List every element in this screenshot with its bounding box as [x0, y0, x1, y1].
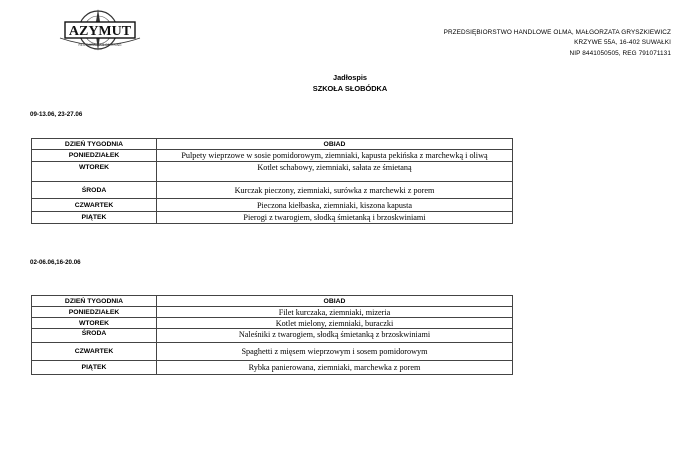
- meal-cell: Pulpety wieprzowe w sosie pomidorowym, ziemniaki, kapusta pekińska z marchewką i oliwą: [157, 150, 513, 162]
- day-cell: CZWARTEK: [32, 199, 157, 212]
- day-cell: PONIEDZIAŁEK: [32, 150, 157, 162]
- company-info: [371, 28, 671, 59]
- table-row: [32, 162, 513, 182]
- logo-wordmark: AZYMUT: [68, 24, 132, 39]
- company-name: PRZEDSIĘBIORSTWO HANDLOWE OLMA, MAŁGORZATA GRYSZKIEWICZ: [443, 29, 671, 36]
- table-header-row: [32, 296, 513, 307]
- meal-cell: Filet kurczaka, ziemniaki, mizeria: [157, 307, 513, 318]
- header-meal: OBIAD: [157, 139, 513, 150]
- table-row: [32, 150, 513, 162]
- day-cell: WTOREK: [32, 318, 157, 329]
- azymut-logo: [55, 8, 145, 56]
- section-1-dates: 09-13.06, 23-27.06: [30, 111, 83, 118]
- day-cell: CZWARTEK: [32, 343, 157, 361]
- header-day: DZIEŃ TYGODNIA: [32, 296, 157, 307]
- menu-table-2: [31, 295, 513, 375]
- document-title: Jadłospis: [332, 73, 368, 82]
- table-row: [32, 307, 513, 318]
- table-row: [32, 182, 513, 199]
- day-cell: ŚRODA: [32, 329, 157, 343]
- meal-cell: Kurczak pieczony, ziemniaki, surówka z marchewki z porem: [157, 182, 513, 199]
- document-title-block: [0, 72, 700, 94]
- meal-cell: Kotlet mielony, ziemniaki, buraczki: [157, 318, 513, 329]
- day-cell: PIĄTEK: [32, 212, 157, 224]
- table-header-row: [32, 139, 513, 150]
- header-day: DZIEŃ TYGODNIA: [32, 139, 157, 150]
- day-cell: ŚRODA: [32, 182, 157, 199]
- table-row: [32, 361, 513, 375]
- section-2-dates: 02-06.06,16-20.06: [30, 259, 81, 266]
- header-meal: OBIAD: [157, 296, 513, 307]
- document-subtitle: SZKOŁA SŁOBÓDKA: [312, 84, 388, 93]
- meal-cell: Pieczona kiełbaska, ziemniaki, kiszona kapusta: [157, 199, 513, 212]
- meal-cell: Rybka panierowana, ziemniaki, marchewka z porem: [157, 361, 513, 375]
- meal-cell: Kotlet schabowy, ziemniaki, sałata ze śmietaną: [157, 162, 513, 182]
- table-row: [32, 199, 513, 212]
- meal-cell: Pierogi z twarogiem, słodką śmietanką i brzoskwiniami: [157, 212, 513, 224]
- day-cell: PONIEDZIAŁEK: [32, 307, 157, 318]
- table-row: [32, 212, 513, 224]
- logo-tagline: RESTAURACJA & CATERING: [78, 43, 122, 47]
- menu-table-1: [31, 138, 513, 224]
- meal-cell: Spaghetti z mięsem wieprzowym i sosem pomidorowym: [157, 343, 513, 361]
- day-cell: WTOREK: [32, 162, 157, 182]
- day-cell: PIĄTEK: [32, 361, 157, 375]
- company-registration: NIP 8441050505, REG 791071131: [569, 49, 671, 57]
- company-address: KRZYWE 55A, 16-402 SUWAŁKI: [574, 39, 671, 47]
- table-row: [32, 343, 513, 361]
- table-row: [32, 329, 513, 343]
- meal-cell: Naleśniki z twarogiem, słodką śmietanką z brzoskwiniami: [157, 329, 513, 343]
- table-row: [32, 318, 513, 329]
